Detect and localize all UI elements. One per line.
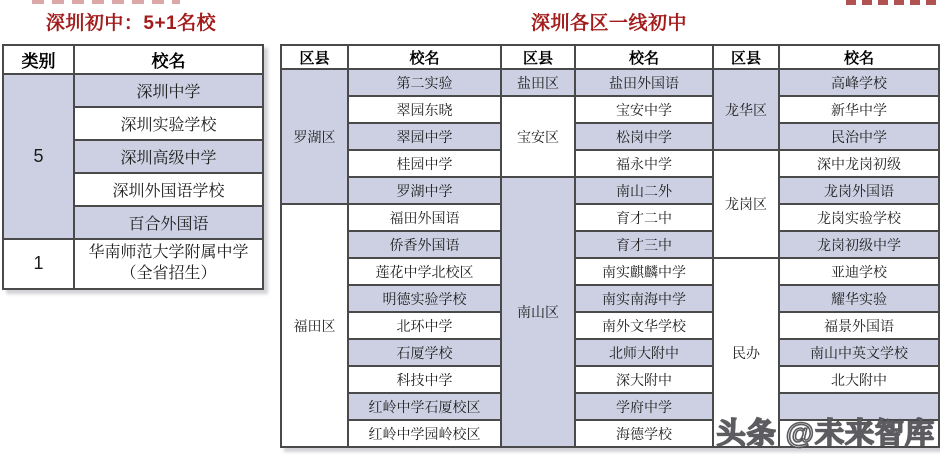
school-cell: 福景外国语 [779,312,939,339]
district-cell: 福田区 [281,204,348,447]
column-header: 校名 [575,45,713,69]
column-header: 区县 [281,45,348,69]
district-cell: 龙华区 [713,69,779,150]
school-cell: 盐田外国语 [575,69,713,96]
district-cell: 民办 [713,258,779,447]
cropped-text-remnant-right [846,0,938,5]
district-cell: 宝安区 [501,96,575,177]
school-cell: 南山中英文学校 [779,339,939,366]
school-cell: 民治中学 [779,123,939,150]
school-cell: 龙岗初级中学 [779,231,939,258]
school-cell: 深圳中学 [74,74,263,107]
school-cell: 百合外国语 [74,206,263,239]
left-table-title: 深圳初中：5+1名校 [45,13,217,34]
school-cell: 南外文华学校 [575,312,713,339]
category-cell: 1 [3,239,74,289]
school-cell: 第二实验 [348,69,501,96]
column-header: 类别 [3,45,74,74]
school-cell: 深圳外国语学校 [74,173,263,206]
column-header: 校名 [348,45,501,69]
school-cell: 亚迪学校 [779,258,939,285]
toutiao-watermark: 头条 @未来智库 [716,418,935,450]
school-cell: 耀华实验 [779,285,939,312]
school-cell: 明德实验学校 [348,285,501,312]
district-cell: 罗湖区 [281,69,348,204]
category-cell: 5 [3,74,74,239]
column-header: 校名 [74,45,263,74]
school-cell: 育才二中 [575,204,713,231]
school-cell: 深大附中 [575,366,713,393]
column-header: 区县 [501,45,575,69]
school-cell: 南实麒麟中学 [575,258,713,285]
school-cell: 北大附中 [779,366,939,393]
school-cell: 高峰学校 [779,69,939,96]
school-cell: 南山二外 [575,177,713,204]
right-table-title: 深圳各区一线初中 [530,13,687,34]
school-cell: 龙岗实验学校 [779,204,939,231]
column-header: 区县 [713,45,779,69]
school-cell: 学府中学 [575,393,713,420]
school-cell: 松岗中学 [575,123,713,150]
school-cell: 红岭中学园岭校区 [348,420,501,447]
school-cell: 红岭中学石厦校区 [348,393,501,420]
school-cell: 翠园中学 [348,123,501,150]
school-cell: 科技中学 [348,366,501,393]
cropped-text-remnant-left [32,0,180,4]
school-cell: 侨香外国语 [348,231,501,258]
school-cell: 莲花中学北校区 [348,258,501,285]
district-cell: 盐田区 [501,69,575,96]
famous-schools-table [2,44,264,290]
school-cell: 桂园中学 [348,150,501,177]
school-cell: 罗湖中学 [348,177,501,204]
school-cell: 石厦学校 [348,339,501,366]
school-cell: 福田外国语 [348,204,501,231]
school-cell: 南实南海中学 [575,285,713,312]
school-cell: 华南师范大学附属中学（全省招生） [74,239,263,289]
school-cell: 育才三中 [575,231,713,258]
district-cell: 龙岗区 [713,150,779,258]
school-cell: 宝安中学 [575,96,713,123]
district-cell: 南山区 [501,177,575,447]
school-cell: 龙岗外国语 [779,177,939,204]
school-cell: 深圳高级中学 [74,140,263,173]
school-cell: 海德学校 [575,420,713,447]
district-schools-table [280,44,940,448]
school-cell: 新华中学 [779,96,939,123]
column-header: 校名 [779,45,939,69]
school-cell: 北环中学 [348,312,501,339]
school-cell: 翠园东晓 [348,96,501,123]
school-cell: 深中龙岗初级 [779,150,939,177]
school-cell: 北师大附中 [575,339,713,366]
school-cell: 福永中学 [575,150,713,177]
school-cell: 深圳实验学校 [74,107,263,140]
